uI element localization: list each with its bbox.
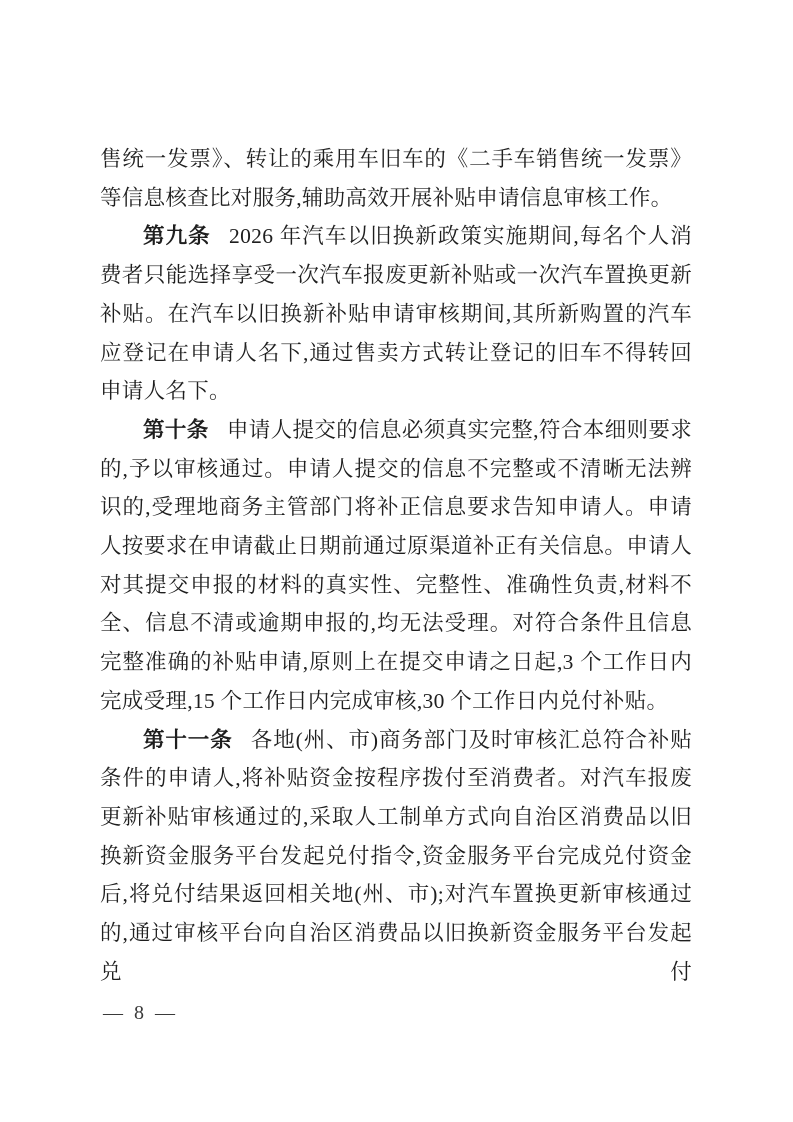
article-number: 第十条 <box>143 417 209 442</box>
paragraph-article-11 <box>100 721 692 992</box>
paragraph-text: 售统一发票》、转让的乘用车旧车的《二手车销售统一发票》等信息核查比对服务,辅助高效开展补贴申请信息审核工作。 <box>100 147 692 210</box>
paragraph-continuation <box>100 140 692 217</box>
paragraph-text: 申请人提交的信息必须真实完整,符合本细则要求的,予以审核通过。申请人提交的信息不完整或不清晰无法辨识的,受理地商务主管部门将补正信息要求告知申请人。申请人按要求在申请截止日期前通过原渠道补正有关信息。申请人对其提交申报的材料的真实性、完整性、准确性负责,材料不全、信息不清或逾期申报的,均无法受理。对符合条件且信息完整准确的补贴申请,原则上在提交申请之日起,3 个工作日内完成受理,15 个工作日内完成审核,30 个工作日内兑付补贴。 <box>100 417 692 713</box>
document-body <box>100 140 692 991</box>
paragraph-text: 各地(州、市)商务部门及时审核汇总符合补贴条件的申请人,将补贴资金按程序拨付至消费者。对汽车报废更新补贴审核通过的,采取人工制单方式向自治区消费品以旧换新资金服务平台发起兑付指令,资金服务平台完成兑付资金后,将兑付结果返回相关地(州、市);对汽车置换更新审核通过的,通过审核平台向自治区消费品以旧换新资金服务平台发起兑付 <box>100 727 693 984</box>
article-number: 第十一条 <box>143 727 233 752</box>
paragraph-article-10 <box>100 411 692 721</box>
paragraph-text: 2026 年汽车以旧换新政策实施期间,每名个人消费者只能选择享受一次汽车报废更新补贴或一次汽车置换更新补贴。在汽车以旧换新补贴申请审核期间,其所新购置的汽车应登记在申请人名下,通过售卖方式转让登记的旧车不得转回申请人名下。 <box>100 224 693 404</box>
article-number: 第九条 <box>143 224 211 249</box>
paragraph-article-9 <box>100 217 692 411</box>
page-number: — 8 — <box>103 1002 178 1024</box>
